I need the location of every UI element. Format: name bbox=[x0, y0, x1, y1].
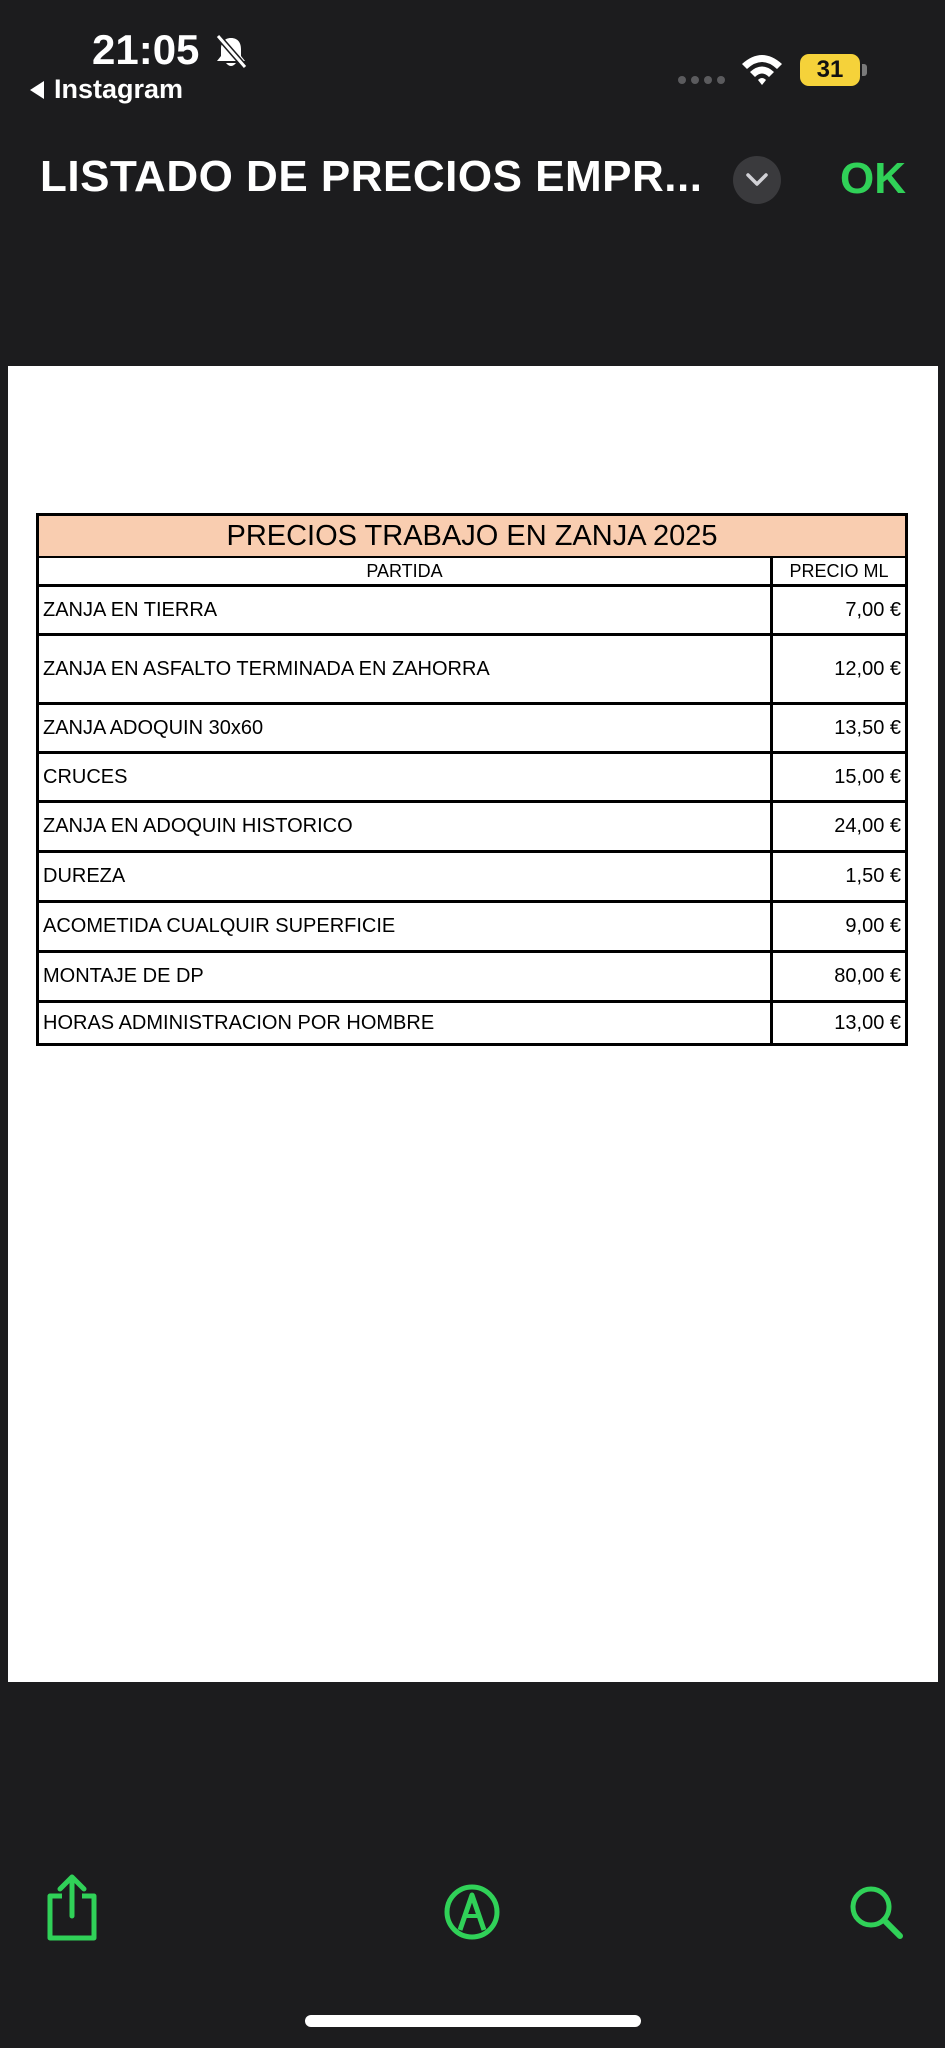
row-price: 80,00 € bbox=[834, 965, 901, 987]
table-title: PRECIOS TRABAJO EN ZANJA 2025 bbox=[39, 516, 905, 558]
row-name: ACOMETIDA CUALQUIR SUPERFICIE bbox=[39, 903, 773, 950]
home-indicator[interactable] bbox=[305, 2015, 641, 2027]
document-title[interactable]: LISTADO DE PRECIOS EMPR... bbox=[40, 152, 703, 201]
battery-icon bbox=[800, 54, 860, 86]
table-row bbox=[39, 903, 905, 953]
row-name: HORAS ADMINISTRACION POR HOMBRE bbox=[39, 1003, 773, 1043]
row-price: 12,00 € bbox=[834, 657, 901, 680]
row-name: DUREZA bbox=[39, 853, 773, 900]
table-row bbox=[39, 1003, 905, 1043]
battery-tip bbox=[862, 64, 867, 76]
table-header-row bbox=[39, 558, 905, 587]
row-name: CRUCES bbox=[39, 754, 773, 800]
table-row bbox=[39, 754, 905, 803]
search-icon[interactable] bbox=[848, 1884, 904, 1940]
row-price: 9,00 € bbox=[845, 915, 901, 937]
table-row bbox=[39, 803, 905, 853]
table-row bbox=[39, 853, 905, 903]
row-name: ZANJA EN ADOQUIN HISTORICO bbox=[39, 803, 773, 850]
row-price: 24,00 € bbox=[834, 815, 901, 837]
cellular-signal-icon bbox=[678, 76, 725, 84]
ok-button[interactable]: OK bbox=[840, 154, 906, 203]
table-row bbox=[39, 705, 905, 754]
row-name: ZANJA EN TIERRA bbox=[39, 587, 773, 633]
battery-level: 31 bbox=[816, 56, 844, 83]
row-price: 1,50 € bbox=[845, 865, 901, 887]
row-price: 13,50 € bbox=[834, 716, 901, 739]
row-name: MONTAJE DE DP bbox=[39, 953, 773, 1000]
bell-slash-icon bbox=[214, 34, 248, 70]
table-row bbox=[39, 636, 905, 705]
row-name: ZANJA ADOQUIN 30x60 bbox=[39, 705, 773, 751]
back-to-instagram[interactable] bbox=[30, 74, 183, 105]
wifi-icon bbox=[740, 52, 784, 88]
row-name: ZANJA EN ASFALTO TERMINADA EN ZAHORRA bbox=[39, 636, 773, 702]
title-menu-button[interactable] bbox=[733, 156, 781, 204]
row-price: 15,00 € bbox=[834, 765, 901, 788]
status-time: 21:05 bbox=[92, 26, 200, 73]
chevron-down-icon bbox=[745, 172, 769, 188]
table-row bbox=[39, 587, 905, 636]
column-header-partida: PARTIDA bbox=[39, 558, 773, 584]
document-page[interactable] bbox=[8, 366, 938, 1682]
markup-icon[interactable] bbox=[444, 1884, 500, 1940]
row-price: 7,00 € bbox=[845, 598, 901, 621]
price-table bbox=[36, 513, 908, 1046]
back-arrow-icon bbox=[30, 81, 44, 99]
column-header-precio: PRECIO ML bbox=[789, 560, 889, 581]
table-row bbox=[39, 953, 905, 1003]
share-icon[interactable] bbox=[44, 1874, 100, 1942]
back-label: Instagram bbox=[54, 74, 184, 104]
bottom-toolbar bbox=[0, 1682, 945, 2048]
row-price: 13,00 € bbox=[834, 1011, 901, 1034]
